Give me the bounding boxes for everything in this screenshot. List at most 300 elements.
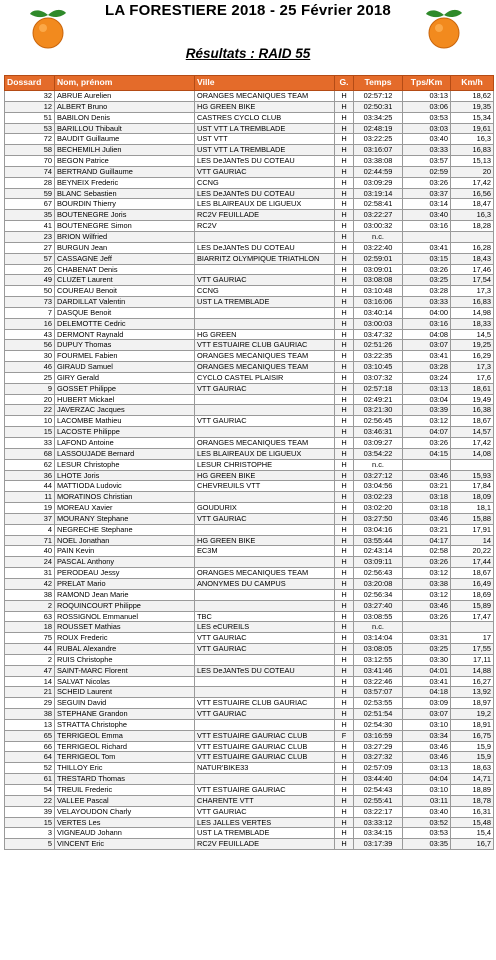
cell-city: CYCLO CASTEL PLAISIR <box>195 372 335 383</box>
table-row <box>5 774 494 785</box>
cell-city <box>195 774 335 785</box>
cell-gender: H <box>335 806 354 817</box>
table-row <box>5 394 494 405</box>
cell-city <box>195 264 335 275</box>
cell-time: 03:33:12 <box>354 817 403 828</box>
table-row <box>5 448 494 459</box>
cell-city: TBC <box>195 611 335 622</box>
cell-name: DERMONT Raynald <box>55 329 195 340</box>
cell-city: LES DeJANTeS DU COTEAU <box>195 188 335 199</box>
cell-name: RUBAL Alexandre <box>55 644 195 655</box>
cell-speed: 16,3 <box>451 134 494 145</box>
table-row <box>5 329 494 340</box>
cell-pace: 03:37 <box>403 188 451 199</box>
cell-pace: 03:09 <box>403 698 451 709</box>
cell-speed: 15,48 <box>451 817 494 828</box>
cell-city <box>195 687 335 698</box>
cell-time: 03:46:31 <box>354 427 403 438</box>
cell-city: CHARENTE VTT <box>195 795 335 806</box>
cell-pace: 03:10 <box>403 785 451 796</box>
cell-name: JAVERZAC Jacques <box>55 405 195 416</box>
cell-gender: H <box>335 589 354 600</box>
table-row <box>5 166 494 177</box>
cell-time: 03:22:46 <box>354 676 403 687</box>
cell-time: 03:16:59 <box>354 730 403 741</box>
cell-speed: 15,34 <box>451 112 494 123</box>
page-header <box>0 0 496 74</box>
cell-gender: H <box>335 600 354 611</box>
cell-time: 02:53:55 <box>354 698 403 709</box>
cell-pace: 03:46 <box>403 752 451 763</box>
column-header-gender: G. <box>335 76 354 91</box>
cell-time: 03:00:32 <box>354 221 403 232</box>
cell-dossard: 44 <box>5 481 55 492</box>
cell-dossard: 18 <box>5 622 55 633</box>
cell-name: LASSOUJADE Bernard <box>55 448 195 459</box>
cell-time: 03:47:32 <box>354 329 403 340</box>
cell-pace: 03:46 <box>403 600 451 611</box>
cell-time: 02:49:21 <box>354 394 403 405</box>
cell-pace: 03:31 <box>403 633 451 644</box>
cell-gender: H <box>335 264 354 275</box>
cell-name: BAUDIT Guillaume <box>55 134 195 145</box>
cell-city <box>195 427 335 438</box>
table-row <box>5 600 494 611</box>
cell-speed: 14,71 <box>451 774 494 785</box>
cell-dossard: 67 <box>5 199 55 210</box>
table-row <box>5 210 494 221</box>
cell-speed: 15,89 <box>451 600 494 611</box>
table-row <box>5 524 494 535</box>
table-row <box>5 416 494 427</box>
table-row <box>5 340 494 351</box>
cell-name: STRATTA Christophe <box>55 719 195 730</box>
cell-pace: 03:40 <box>403 806 451 817</box>
cell-time: 03:09:11 <box>354 557 403 568</box>
cell-gender: H <box>335 383 354 394</box>
cell-name: VIGNEAUD Johann <box>55 828 195 839</box>
cell-city: RC2V FEUILLADE <box>195 839 335 850</box>
cell-name: DARDILLAT Valentin <box>55 297 195 308</box>
cell-pace: 03:12 <box>403 589 451 600</box>
cell-city: LES DeJANTeS DU COTEAU <box>195 665 335 676</box>
cell-pace: 03:26 <box>403 264 451 275</box>
cell-city <box>195 492 335 503</box>
cell-gender: H <box>335 611 354 622</box>
cell-speed: 19,61 <box>451 123 494 134</box>
cell-time: 03:19:14 <box>354 188 403 199</box>
cell-pace: 03:11 <box>403 795 451 806</box>
table-row <box>5 134 494 145</box>
table-row <box>5 492 494 503</box>
cell-time: 03:34:25 <box>354 112 403 123</box>
cell-speed: 16,7 <box>451 839 494 850</box>
cell-dossard: 22 <box>5 795 55 806</box>
cell-speed <box>451 459 494 470</box>
cell-dossard: 47 <box>5 665 55 676</box>
cell-time: 03:44:40 <box>354 774 403 785</box>
cell-name: PAIN Kevin <box>55 546 195 557</box>
cell-name: LACOSTE Philippe <box>55 427 195 438</box>
cell-dossard: 33 <box>5 438 55 449</box>
table-row <box>5 806 494 817</box>
cell-name: VERTES Les <box>55 817 195 828</box>
cell-dossard: 63 <box>5 611 55 622</box>
cell-dossard: 62 <box>5 459 55 470</box>
cell-dossard: 71 <box>5 535 55 546</box>
cell-pace <box>403 231 451 242</box>
cell-name: ROQUINCOURT Philippe <box>55 600 195 611</box>
cell-gender: H <box>335 145 354 156</box>
cell-gender: H <box>335 242 354 253</box>
cell-city: VTT ESTUAIRE GAURIAC CLUB <box>195 741 335 752</box>
cell-pace: 03:16 <box>403 318 451 329</box>
table-row <box>5 156 494 167</box>
cell-gender: H <box>335 329 354 340</box>
table-row <box>5 286 494 297</box>
cell-name: LACOMBE Mathieu <box>55 416 195 427</box>
cell-name: STEPHANE Grandon <box>55 709 195 720</box>
cell-gender: H <box>335 362 354 373</box>
cell-name: BARILLOU Thibault <box>55 123 195 134</box>
table-row <box>5 589 494 600</box>
cell-name: CASSAGNE Jeff <box>55 253 195 264</box>
cell-gender: H <box>335 513 354 524</box>
results-table <box>4 75 494 850</box>
cell-name: BLANC Sebastien <box>55 188 195 199</box>
cell-time: 03:41:46 <box>354 665 403 676</box>
cell-dossard: 31 <box>5 568 55 579</box>
cell-speed: 18,67 <box>451 416 494 427</box>
cell-gender: H <box>335 112 354 123</box>
cell-name: MOREAU Xavier <box>55 503 195 514</box>
cell-pace: 03:34 <box>403 730 451 741</box>
cell-name: TRESTARD Thomas <box>55 774 195 785</box>
cell-time: 03:20:08 <box>354 578 403 589</box>
cell-speed: 19,35 <box>451 101 494 112</box>
table-row <box>5 719 494 730</box>
cell-pace: 03:07 <box>403 709 451 720</box>
cell-speed: 15,93 <box>451 470 494 481</box>
cell-gender: H <box>335 438 354 449</box>
cell-speed: 16,83 <box>451 145 494 156</box>
cell-gender: H <box>335 763 354 774</box>
cell-city: VTT GAURIAC <box>195 416 335 427</box>
cell-city: VTT GAURIAC <box>195 513 335 524</box>
cell-dossard: 23 <box>5 231 55 242</box>
cell-city: VTT ESTUAIRE GAURIAC CLUB <box>195 752 335 763</box>
cell-name: ALBERT Bruno <box>55 101 195 112</box>
table-row <box>5 839 494 850</box>
cell-city: VTT ESTUAIRE CLUB GAURIAC <box>195 698 335 709</box>
cell-gender: H <box>335 318 354 329</box>
cell-time: 02:50:31 <box>354 101 403 112</box>
cell-speed: 17 <box>451 633 494 644</box>
cell-gender: H <box>335 188 354 199</box>
cell-gender: H <box>335 177 354 188</box>
cell-name: DELEMOTTE Cedric <box>55 318 195 329</box>
table-row <box>5 795 494 806</box>
cell-name: NOEL Jonathan <box>55 535 195 546</box>
cell-dossard: 49 <box>5 275 55 286</box>
cell-time: 02:57:09 <box>354 763 403 774</box>
cell-time: n.c. <box>354 622 403 633</box>
cell-speed <box>451 622 494 633</box>
cell-dossard: 15 <box>5 427 55 438</box>
cell-city: ORANGES MECANIQUES TEAM <box>195 91 335 102</box>
cell-speed: 16,75 <box>451 730 494 741</box>
cell-name: COUREAU Benoit <box>55 286 195 297</box>
cell-gender: H <box>335 351 354 362</box>
cell-city: VTT GAURIAC <box>195 633 335 644</box>
cell-time: 02:51:26 <box>354 340 403 351</box>
cell-name: MORATINOS Christian <box>55 492 195 503</box>
column-header-name: Nom, prénom <box>55 76 195 91</box>
cell-time: 02:56:34 <box>354 589 403 600</box>
cell-pace: 03:28 <box>403 362 451 373</box>
cell-pace: 03:39 <box>403 405 451 416</box>
cell-gender: H <box>335 91 354 102</box>
cell-pace: 03:13 <box>403 91 451 102</box>
cell-dossard: 20 <box>5 394 55 405</box>
cell-speed: 18,28 <box>451 221 494 232</box>
cell-dossard: 3 <box>5 828 55 839</box>
table-row <box>5 318 494 329</box>
cell-gender: H <box>335 340 354 351</box>
cell-speed: 17,47 <box>451 611 494 622</box>
cell-name: GOSSET Philippe <box>55 383 195 394</box>
cell-pace: 03:13 <box>403 763 451 774</box>
cell-time: 03:27:40 <box>354 600 403 611</box>
table-row <box>5 676 494 687</box>
cell-city: UST VTT <box>195 134 335 145</box>
cell-gender: H <box>335 654 354 665</box>
cell-dossard: 66 <box>5 741 55 752</box>
cell-name: HUBERT Mickael <box>55 394 195 405</box>
cell-name: TERRIGEOL Richard <box>55 741 195 752</box>
cell-name: BEGON Patrice <box>55 156 195 167</box>
cell-pace: 03:38 <box>403 578 451 589</box>
cell-gender: H <box>335 524 354 535</box>
cell-time: 02:57:12 <box>354 91 403 102</box>
cell-dossard: 4 <box>5 524 55 535</box>
cell-city: LES eCUREILS <box>195 622 335 633</box>
cell-speed: 16,38 <box>451 405 494 416</box>
cell-dossard: 11 <box>5 492 55 503</box>
cell-gender: H <box>335 795 354 806</box>
cell-gender: F <box>335 730 354 741</box>
cell-dossard: 75 <box>5 633 55 644</box>
cell-name: BOURDIN Thierry <box>55 199 195 210</box>
cell-gender: H <box>335 568 354 579</box>
table-row <box>5 177 494 188</box>
cell-name: SEGUIN David <box>55 698 195 709</box>
cell-speed: 14,98 <box>451 307 494 318</box>
cell-city <box>195 719 335 730</box>
cell-dossard: 24 <box>5 557 55 568</box>
cell-gender: H <box>335 416 354 427</box>
cell-time: 03:38:08 <box>354 156 403 167</box>
cell-time: 03:08:08 <box>354 275 403 286</box>
cell-gender: H <box>335 210 354 221</box>
cell-name: RAMOND Jean Marie <box>55 589 195 600</box>
cell-gender: H <box>335 199 354 210</box>
cell-time: 03:27:32 <box>354 752 403 763</box>
cell-name: MATTIODA Ludovic <box>55 481 195 492</box>
cell-time: 03:22:40 <box>354 242 403 253</box>
cell-name: SALVAT Nicolas <box>55 676 195 687</box>
cell-gender: H <box>335 546 354 557</box>
cell-gender: H <box>335 687 354 698</box>
results-subtitle: Résultats : RAID 55 <box>185 46 311 61</box>
cell-city: ORANGES MECANIQUES TEAM <box>195 438 335 449</box>
cell-city: ORANGES MECANIQUES TEAM <box>195 568 335 579</box>
cell-city: LES DeJANTeS DU COTEAU <box>195 242 335 253</box>
cell-time: 03:04:56 <box>354 481 403 492</box>
cell-time: n.c. <box>354 459 403 470</box>
cell-pace: 03:03 <box>403 123 451 134</box>
cell-speed: 14,5 <box>451 329 494 340</box>
cell-pace: 03:53 <box>403 112 451 123</box>
table-row <box>5 709 494 720</box>
cell-pace: 03:25 <box>403 644 451 655</box>
cell-city <box>195 654 335 665</box>
cell-dossard: 41 <box>5 221 55 232</box>
cell-name: BABILON Denis <box>55 112 195 123</box>
cell-gender: H <box>335 253 354 264</box>
cell-speed: 17,84 <box>451 481 494 492</box>
table-row <box>5 242 494 253</box>
cell-pace: 03:07 <box>403 340 451 351</box>
table-row <box>5 546 494 557</box>
cell-time: 03:02:20 <box>354 503 403 514</box>
cell-speed: 17,46 <box>451 264 494 275</box>
cell-name: TERRIGEOL Tom <box>55 752 195 763</box>
cell-name: PASCAL Anthony <box>55 557 195 568</box>
cell-pace <box>403 622 451 633</box>
cell-speed: 18,97 <box>451 698 494 709</box>
cell-dossard: 68 <box>5 448 55 459</box>
cell-speed: 17,91 <box>451 524 494 535</box>
table-row <box>5 481 494 492</box>
table-row <box>5 91 494 102</box>
cell-dossard: 16 <box>5 318 55 329</box>
cell-time: 02:54:43 <box>354 785 403 796</box>
cell-city: CASTRES CYCLO CLUB <box>195 112 335 123</box>
cell-dossard: 29 <box>5 698 55 709</box>
cell-city: UST VTT LA TREMBLADE <box>195 145 335 156</box>
cell-pace: 03:53 <box>403 828 451 839</box>
cell-gender: H <box>335 231 354 242</box>
cell-dossard: 28 <box>5 177 55 188</box>
cell-city: RC2V FEUILLADE <box>195 210 335 221</box>
cell-time: 03:27:29 <box>354 741 403 752</box>
cell-gender: H <box>335 535 354 546</box>
cell-time: 02:57:18 <box>354 383 403 394</box>
cell-gender: H <box>335 698 354 709</box>
cell-name: TERRIGEOL Emma <box>55 730 195 741</box>
column-header-dossard: Dossard <box>5 76 55 91</box>
cell-gender: H <box>335 817 354 828</box>
cell-pace: 03:40 <box>403 210 451 221</box>
cell-speed: 15,4 <box>451 828 494 839</box>
cell-dossard: 43 <box>5 329 55 340</box>
cell-city: UST VTT LA TREMBLADE <box>195 123 335 134</box>
page-title: LA FORESTIERE 2018 - 25 Février 2018 <box>105 2 391 19</box>
cell-time: 03:10:48 <box>354 286 403 297</box>
table-row <box>5 275 494 286</box>
table-row <box>5 372 494 383</box>
cell-speed: 19,2 <box>451 709 494 720</box>
cell-pace: 03:18 <box>403 503 451 514</box>
table-row <box>5 578 494 589</box>
cell-gender: H <box>335 470 354 481</box>
cell-name: BURGUN Jean <box>55 242 195 253</box>
cell-pace: 03:40 <box>403 134 451 145</box>
table-row <box>5 513 494 524</box>
cell-pace: 02:59 <box>403 166 451 177</box>
cell-time: 02:59:01 <box>354 253 403 264</box>
cell-dossard: 59 <box>5 188 55 199</box>
cell-city <box>195 557 335 568</box>
cell-speed: 17,3 <box>451 286 494 297</box>
cell-speed: 18,33 <box>451 318 494 329</box>
cell-pace: 03:16 <box>403 221 451 232</box>
cell-time: 03:02:23 <box>354 492 403 503</box>
cell-gender: H <box>335 839 354 850</box>
table-row <box>5 297 494 308</box>
cell-city: HG GREEN BIKE <box>195 101 335 112</box>
cell-speed: 15,88 <box>451 513 494 524</box>
cell-pace: 03:26 <box>403 177 451 188</box>
cell-speed: 16,31 <box>451 806 494 817</box>
cell-pace: 03:13 <box>403 383 451 394</box>
cell-speed: 20,22 <box>451 546 494 557</box>
cell-speed: 15,13 <box>451 156 494 167</box>
table-row <box>5 405 494 416</box>
cell-dossard: 27 <box>5 242 55 253</box>
cell-city: VTT GAURIAC <box>195 806 335 817</box>
table-row <box>5 535 494 546</box>
cell-time: 03:34:15 <box>354 828 403 839</box>
table-row <box>5 752 494 763</box>
cell-name: GIRY Gerald <box>55 372 195 383</box>
table-row <box>5 470 494 481</box>
table-row <box>5 231 494 242</box>
table-row <box>5 785 494 796</box>
cell-dossard: 25 <box>5 372 55 383</box>
table-row <box>5 654 494 665</box>
cell-dossard: 37 <box>5 513 55 524</box>
cell-gender: H <box>335 709 354 720</box>
cell-speed: 14 <box>451 535 494 546</box>
cell-name: ROUSSET Mathias <box>55 622 195 633</box>
cell-time: 02:54:30 <box>354 719 403 730</box>
results-table-header <box>5 76 494 91</box>
cell-city: LESUR CHRISTOPHE <box>195 459 335 470</box>
cell-dossard: 19 <box>5 503 55 514</box>
cell-name: BOUTENEGRE Joris <box>55 210 195 221</box>
cell-city: HG GREEN BIKE <box>195 470 335 481</box>
cell-time: 03:55:44 <box>354 535 403 546</box>
cell-pace: 04:07 <box>403 427 451 438</box>
cell-time: 03:09:01 <box>354 264 403 275</box>
table-row <box>5 199 494 210</box>
cell-name: NEGRECHE Stephane <box>55 524 195 535</box>
cell-city: NATUR'BIKE33 <box>195 763 335 774</box>
cell-dossard: 38 <box>5 589 55 600</box>
cell-city <box>195 231 335 242</box>
